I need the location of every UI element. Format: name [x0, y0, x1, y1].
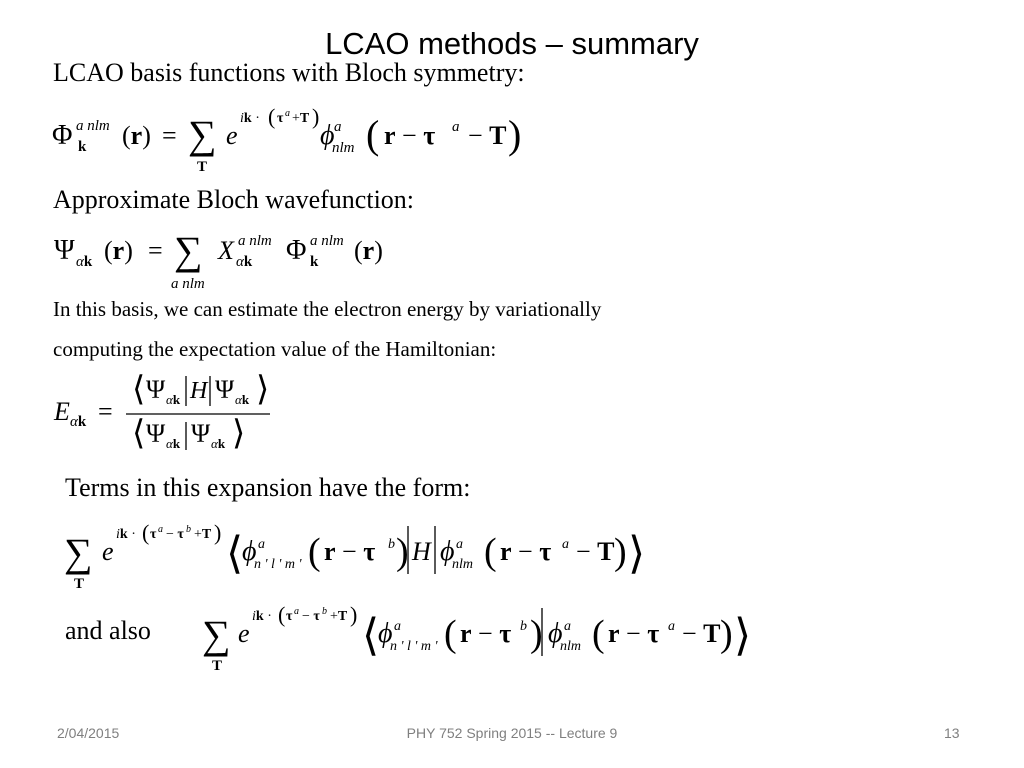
svg-text:T: T — [197, 159, 208, 175]
svg-text:a: a — [258, 537, 265, 552]
svg-text:ik ·: ik · — [252, 609, 272, 624]
svg-text:r − τ: r − τ — [608, 619, 660, 648]
svg-text:T: T — [212, 658, 223, 674]
energy-expectation-equation — [50, 372, 290, 458]
terms-heading: Terms in this expansion have the form: — [65, 473, 471, 502]
svg-text:Φ: Φ — [52, 120, 73, 151]
svg-text:nlm: nlm — [452, 557, 473, 572]
svg-text:Φ: Φ — [286, 235, 307, 266]
svg-text:a: a — [562, 537, 569, 552]
svg-text:b: b — [186, 524, 191, 535]
svg-text:⟨: ⟨ — [362, 611, 380, 660]
svg-text:∑: ∑ — [202, 612, 231, 657]
svg-text:+T: +T — [194, 527, 212, 542]
svg-text:∑: ∑ — [64, 530, 93, 575]
svg-text:⟩: ⟩ — [232, 415, 246, 452]
svg-text:(: ( — [484, 531, 497, 573]
svg-text:⟨: ⟨ — [132, 415, 146, 452]
svg-text:a: a — [456, 537, 463, 552]
svg-text:): ) — [720, 613, 733, 655]
svg-text:ϕ: ϕ — [320, 120, 335, 151]
svg-text:a nlm: a nlm — [171, 276, 205, 292]
svg-text:a: a — [158, 524, 163, 535]
svg-text:(: ( — [592, 613, 605, 655]
svg-text:): ) — [508, 112, 522, 157]
svg-text:Ψ: Ψ — [54, 235, 75, 266]
svg-text:αk: αk — [166, 392, 181, 407]
and-also-label: and also — [65, 616, 151, 645]
svg-text:ik ·: ik · — [116, 527, 136, 542]
svg-text:ik ·: ik · — [240, 111, 260, 126]
svg-text:a: a — [452, 119, 460, 135]
svg-text:a: a — [334, 119, 342, 135]
svg-text:a: a — [564, 619, 571, 634]
svg-text:τ: τ — [277, 111, 284, 126]
svg-text:r − τ: r − τ — [500, 537, 552, 566]
svg-text:(: ( — [268, 104, 276, 129]
svg-text:⟩: ⟩ — [628, 529, 646, 578]
svg-text:k: k — [78, 139, 87, 155]
svg-text:ϕ: ϕ — [242, 536, 257, 567]
svg-text:a: a — [394, 619, 401, 634]
svg-text:+T: +T — [292, 111, 310, 126]
svg-text:αk: αk — [70, 414, 87, 430]
svg-text:− T: − T — [468, 121, 507, 150]
svg-text:ϕ: ϕ — [548, 618, 563, 649]
overlap-matrix-element-equation — [200, 600, 760, 676]
svg-text:nlm: nlm — [332, 140, 355, 156]
svg-text:): ) — [530, 613, 543, 655]
svg-text:E: E — [54, 397, 70, 426]
svg-text:X: X — [218, 236, 234, 265]
svg-text:(: ( — [142, 520, 150, 545]
svg-text:− τ: − τ — [302, 609, 320, 624]
svg-text:⟩: ⟩ — [734, 611, 752, 660]
svg-text:n ' l ' m ': n ' l ' m ' — [390, 639, 438, 654]
variational-text-line2: computing the expectation value of the Hamiltonian: — [53, 337, 497, 361]
svg-text:r − τ: r − τ — [324, 537, 376, 566]
svg-text:Ψ: Ψ — [146, 419, 166, 448]
svg-text:Ψ: Ψ — [146, 375, 166, 404]
svg-text:αk: αk — [236, 254, 253, 270]
svg-text:(r): (r) — [354, 236, 383, 265]
svg-text:e: e — [226, 121, 238, 150]
bloch-heading: Approximate Bloch wavefunction: — [53, 185, 415, 214]
svg-text:∑: ∑ — [188, 112, 217, 157]
slide-title: LCAO methods – summary — [325, 26, 699, 61]
hamiltonian-matrix-element-equation — [62, 516, 662, 592]
basis-function-equation — [50, 98, 520, 178]
svg-text:e: e — [102, 537, 114, 566]
svg-text:+T: +T — [330, 609, 348, 624]
svg-text:∑: ∑ — [174, 228, 203, 273]
svg-text:Ψ: Ψ — [191, 419, 211, 448]
svg-text:H: H — [190, 378, 208, 404]
svg-text:H: H — [412, 537, 431, 566]
svg-text:ϕ: ϕ — [378, 618, 393, 649]
svg-text:αk: αk — [211, 436, 226, 451]
svg-text:a nlm: a nlm — [310, 233, 344, 249]
svg-text:a: a — [668, 619, 675, 634]
svg-text:n ' l ' m ': n ' l ' m ' — [254, 557, 302, 572]
svg-text:− τ: − τ — [166, 527, 184, 542]
svg-text:⟨: ⟨ — [226, 529, 244, 578]
svg-text:): ) — [396, 531, 409, 573]
svg-text:− T: − T — [576, 537, 615, 566]
svg-text:nlm: nlm — [560, 639, 581, 654]
svg-text:αk: αk — [76, 254, 93, 270]
svg-text:ϕ: ϕ — [440, 536, 455, 567]
footer-course: PHY 752 Spring 2015 -- Lecture 9 — [406, 725, 618, 741]
svg-text:a nlm: a nlm — [238, 233, 272, 249]
footer-page-number: 13 — [944, 725, 960, 741]
svg-text:a: a — [294, 606, 299, 617]
svg-text:(r): (r) — [104, 236, 133, 265]
svg-text:αk: αk — [166, 436, 181, 451]
bloch-wavefunction-equation — [50, 226, 410, 292]
svg-text:b: b — [388, 537, 395, 552]
svg-text:(: ( — [278, 602, 286, 627]
svg-text:⟩: ⟩ — [256, 371, 270, 408]
svg-text:=: = — [162, 121, 177, 150]
variational-text-line1: In this basis, we can estimate the electron energy by variationally — [53, 297, 602, 321]
svg-text:− T: − T — [682, 619, 721, 648]
svg-text:αk: αk — [235, 392, 250, 407]
svg-text:⟨: ⟨ — [132, 371, 146, 408]
svg-text:τ: τ — [286, 609, 293, 624]
svg-text:k: k — [310, 254, 319, 270]
svg-text:=: = — [98, 397, 113, 426]
basis-heading: LCAO basis functions with Bloch symmetry: — [53, 58, 525, 87]
svg-text:r − τ: r − τ — [384, 121, 436, 150]
svg-text:(: ( — [366, 112, 380, 157]
svg-text:(: ( — [444, 613, 457, 655]
svg-text:): ) — [214, 520, 222, 545]
svg-text:a nlm: a nlm — [76, 118, 110, 134]
svg-text:b: b — [322, 606, 327, 617]
svg-text:e: e — [238, 619, 250, 648]
svg-text:T: T — [74, 576, 85, 592]
svg-text:r − τ: r − τ — [460, 619, 512, 648]
svg-text:): ) — [614, 531, 627, 573]
footer-date: 2/04/2015 — [57, 725, 120, 741]
svg-text:a: a — [285, 108, 290, 119]
svg-text:b: b — [520, 619, 527, 634]
svg-text:(: ( — [308, 531, 321, 573]
svg-text:Ψ: Ψ — [215, 375, 235, 404]
svg-text:=: = — [148, 236, 163, 265]
svg-text:): ) — [350, 602, 358, 627]
svg-text:τ: τ — [150, 527, 157, 542]
svg-text:): ) — [312, 104, 320, 129]
svg-text:(r): (r) — [122, 121, 151, 150]
